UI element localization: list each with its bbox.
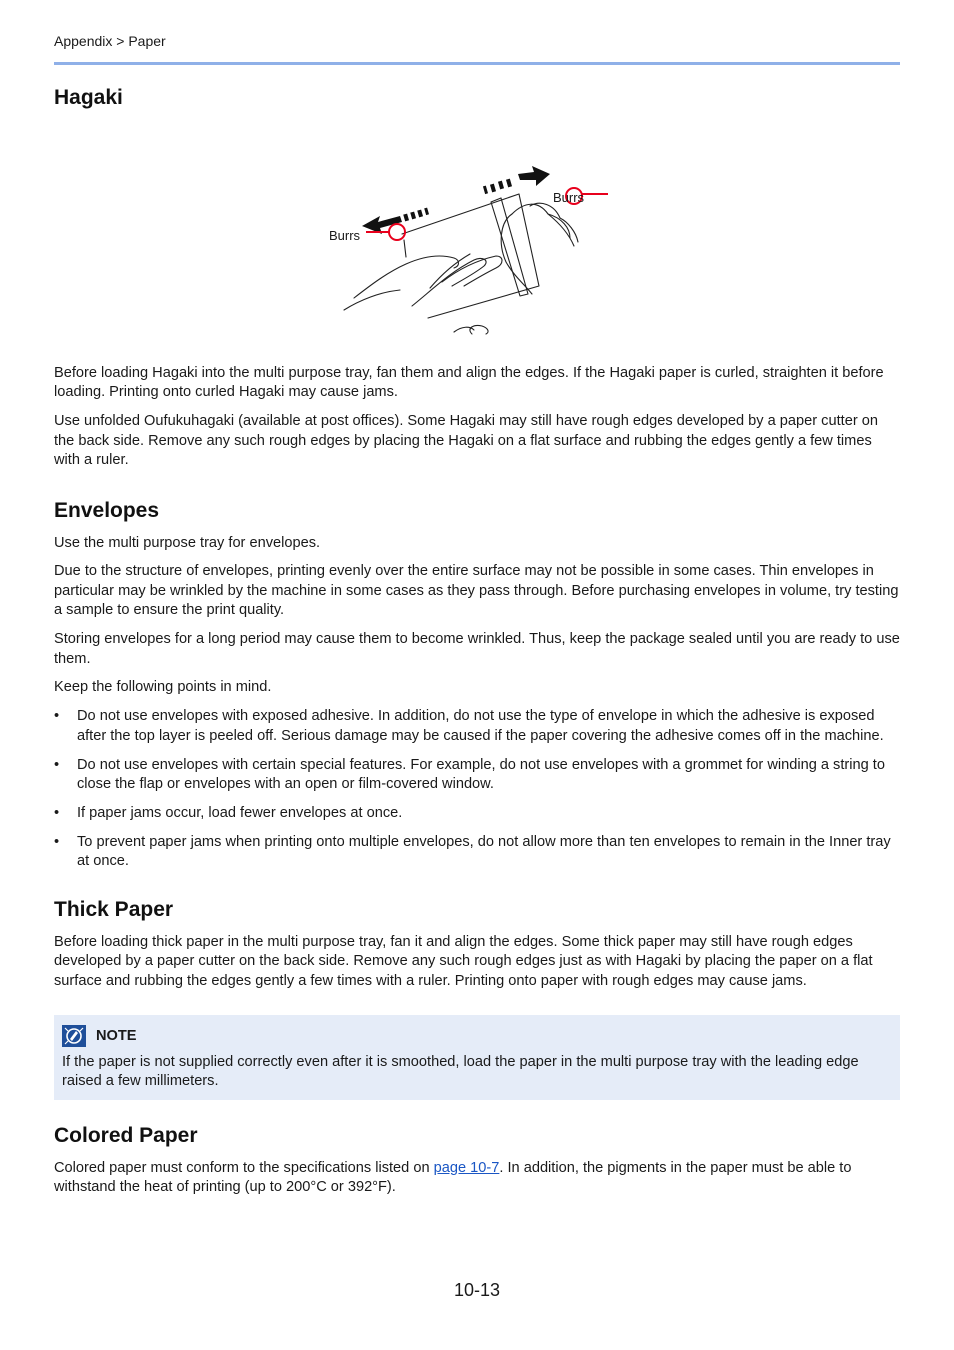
list-item-text: To prevent paper jams when printing onto multiple envelopes, do not allow more than ten envelopes to remain in the Inner tray at once. — [77, 833, 891, 870]
section-title-envelopes: Envelopes — [54, 498, 160, 522]
burrs-label-right: Burrs — [553, 190, 585, 205]
section-title-thick-paper: Thick Paper — [54, 897, 174, 921]
left-motion-arrow-icon — [362, 208, 429, 234]
page-10-7-link[interactable]: page 10-7 — [433, 1159, 500, 1176]
list-item — [54, 707, 900, 746]
bullet-marker: • — [54, 756, 60, 773]
colored-paper-paragraph — [54, 1159, 900, 1198]
note-text: If the paper is not supplied correctly even after it is smoothed, load the paper in the multi purpose tray with the leading edge raised a few millimeters. — [62, 1053, 859, 1090]
envelopes-paragraph-4: Keep the following points in mind. — [54, 679, 272, 696]
note-icon — [62, 1025, 86, 1047]
list-item — [54, 804, 900, 823]
breadcrumb: Appendix > Paper — [54, 33, 166, 49]
list-item-text: If paper jams occur, load fewer envelopes at once. — [77, 805, 403, 821]
list-item-text: Do not use envelopes with certain special features. For example, do not use envelopes with a grommet for winding a string to close the flap or envelopes with an open or film-covered window. — [77, 756, 885, 793]
note-box — [54, 1015, 900, 1100]
bullet-marker: • — [54, 805, 60, 821]
hagaki-paragraph-2: Use unfolded Oufukuhagaki (available at post offices). Some Hagaki may still have rough edges developed by a paper cutter on the back side. Remove any such rough edges by placing the Hagaki on a flat surface and rubbing the edges gently a few times with a ruler. — [54, 413, 878, 469]
envelopes-paragraph-1: Use the multi purpose tray for envelopes. — [54, 534, 321, 551]
right-motion-arrow-icon — [483, 166, 550, 194]
list-item-text: Do not use envelopes with exposed adhesive. In addition, do not use the type of envelope in which the adhesive is exposed after the top layer is peeled off. Serious damage may be caused if the paper covering the adhesive comes off in the machine. — [77, 708, 884, 744]
hands-fanning-paper-illustration — [324, 122, 654, 337]
page-content — [54, 84, 900, 1207]
header-rule — [54, 62, 900, 65]
section-title-hagaki: Hagaki — [54, 86, 123, 109]
note-header — [62, 1025, 892, 1047]
hagaki-burrs-figure — [54, 122, 900, 344]
hagaki-paragraph-1: Before loading Hagaki into the multi purpose tray, fan them and align the edges. If the Hagaki paper is curled, straighten it before loading. Printing onto curled Hagaki may cause jams. — [54, 365, 884, 401]
list-item — [54, 756, 900, 795]
section-title-colored-paper: Colored Paper — [54, 1123, 198, 1147]
thick-paper-paragraph: Before loading thick paper in the multi purpose tray, fan it and align the edges. Some thick paper may still have rough edges developed by a paper cutter on the back side. Remove any such rough edges just as with Hagaki by placing the paper on a flat surface and rubbing the edges gently a few times with a ruler. Printing onto paper with rough edges may cause jams. — [54, 933, 873, 989]
bullet-marker: • — [54, 708, 60, 725]
bullet-marker: • — [54, 833, 60, 850]
colored-paper-text-1: Colored paper must conform to the specifications listed on — [54, 1159, 434, 1176]
envelopes-paragraph-2: Due to the structure of envelopes, printing evenly over the entire surface may not be possible in some cases. Thin envelopes in particular may be wrinkled by the machine in some cases as they pass through. Before purchasing envelopes in volume, try testing a sample to ensure the print quality. — [54, 563, 899, 619]
envelopes-paragraph-3: Storing envelopes for a long period may cause them to become wrinkled. Thus, keep the package sealed until you are ready to use them. — [54, 631, 900, 667]
burrs-label-left: Burrs — [329, 228, 361, 243]
page-number: 10-13 — [453, 1280, 501, 1300]
list-item — [54, 833, 900, 872]
burr-marker-left — [389, 224, 405, 240]
envelopes-bullet-list — [54, 707, 900, 871]
colored-paper-text-2: . In addition, the pigments in the paper must be able to withstand the heat of printing (up to 200°C or 392°F). — [54, 1159, 852, 1196]
note-title: NOTE — [96, 1027, 137, 1044]
